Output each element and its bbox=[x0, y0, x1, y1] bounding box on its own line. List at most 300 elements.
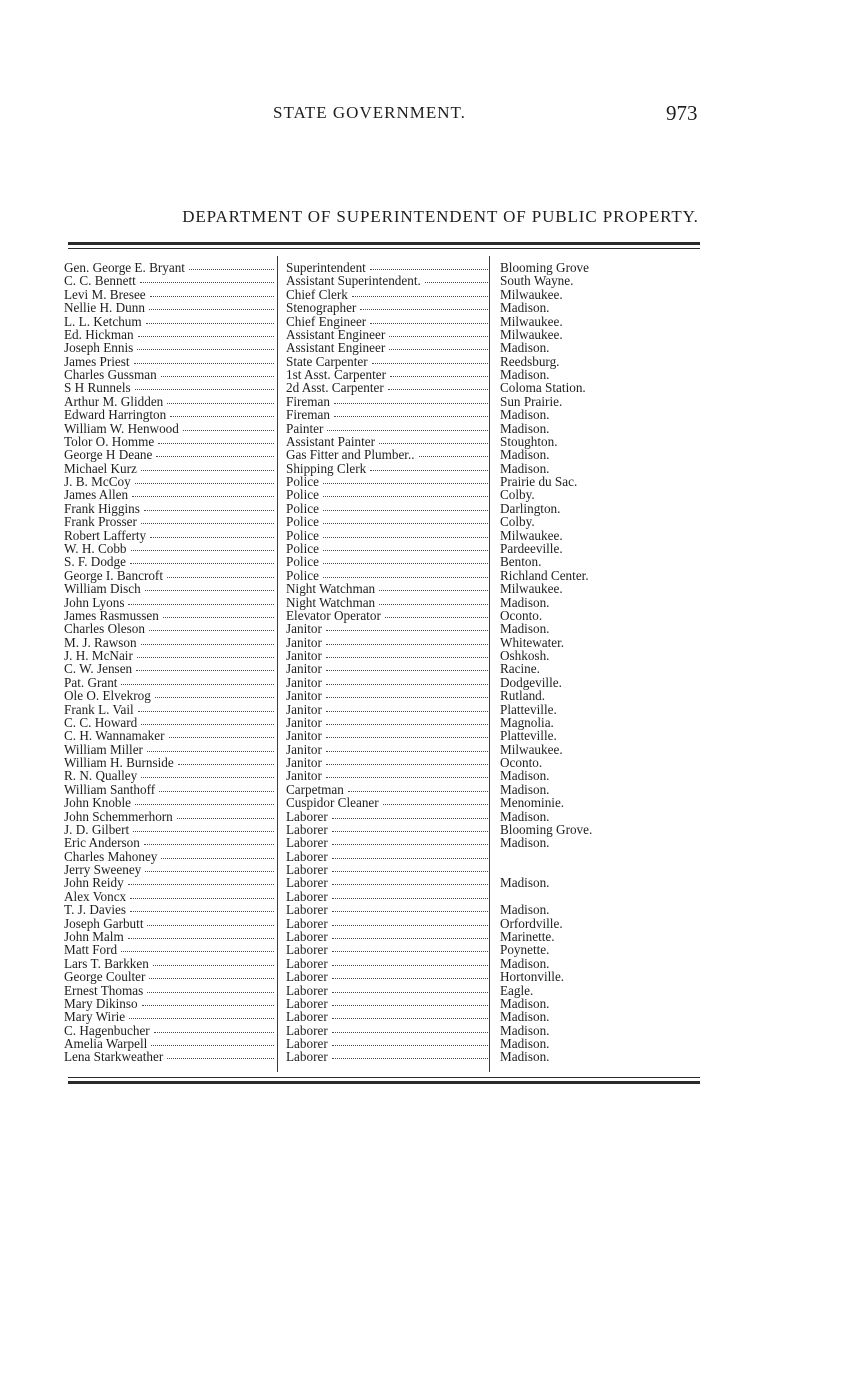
residence-cell bbox=[500, 689, 700, 703]
position-cell bbox=[286, 850, 488, 864]
dot-leader bbox=[379, 582, 488, 591]
name-text: J. D. Gilbert bbox=[64, 822, 130, 837]
position-text: Laborer bbox=[286, 1050, 328, 1065]
position-cell bbox=[286, 769, 488, 783]
residence-text: Madison. bbox=[500, 1050, 550, 1065]
residence-text: Milwaukee. bbox=[500, 528, 563, 543]
dot-leader bbox=[131, 542, 274, 551]
table-row bbox=[64, 850, 704, 864]
table-row bbox=[64, 542, 704, 556]
residence-cell bbox=[500, 582, 700, 596]
residence-cell bbox=[500, 368, 700, 382]
position-text: Carpetman bbox=[286, 782, 344, 797]
dot-leader bbox=[128, 930, 274, 939]
position-text: Laborer bbox=[286, 1037, 328, 1052]
dot-leader bbox=[158, 435, 274, 444]
dot-leader bbox=[167, 569, 274, 578]
dot-leader bbox=[326, 743, 488, 752]
dot-leader bbox=[389, 328, 488, 337]
dot-leader bbox=[161, 368, 274, 377]
name-text: Edward Harrington bbox=[64, 408, 167, 423]
residence-text: Blooming Grove bbox=[500, 261, 590, 275]
residence-cell bbox=[500, 729, 700, 743]
name-cell bbox=[64, 997, 274, 1011]
residence-text: Darlington. bbox=[500, 501, 561, 516]
dot-leader bbox=[137, 649, 274, 658]
residence-cell bbox=[500, 743, 700, 757]
position-cell bbox=[286, 917, 488, 931]
position-cell bbox=[286, 422, 488, 436]
dot-leader bbox=[323, 475, 488, 484]
position-text: Laborer bbox=[286, 916, 328, 931]
dot-leader bbox=[137, 341, 274, 350]
residence-text: Orfordville. bbox=[500, 916, 563, 931]
name-text: John Reidy bbox=[64, 876, 124, 891]
dot-leader bbox=[332, 1050, 488, 1059]
dot-leader bbox=[121, 943, 274, 952]
name-cell bbox=[64, 408, 274, 422]
residence-text: Madison. bbox=[500, 1037, 550, 1052]
name-cell bbox=[64, 662, 274, 676]
position-cell bbox=[286, 301, 488, 315]
dot-leader bbox=[130, 555, 274, 564]
dot-leader bbox=[177, 810, 274, 819]
dot-leader bbox=[149, 622, 274, 631]
dot-leader bbox=[332, 997, 488, 1006]
name-cell bbox=[64, 462, 274, 476]
position-text: Laborer bbox=[286, 903, 328, 918]
dot-leader bbox=[332, 1024, 488, 1033]
table-row bbox=[64, 823, 704, 837]
residence-text: Milwaukee. bbox=[500, 287, 563, 302]
position-cell bbox=[286, 448, 488, 462]
residence-text: Madison. bbox=[500, 461, 550, 476]
table-row bbox=[64, 863, 704, 877]
dot-leader bbox=[149, 301, 274, 310]
table-row bbox=[64, 943, 704, 957]
residence-text: Colby. bbox=[500, 515, 535, 530]
dot-leader bbox=[332, 1010, 488, 1019]
section-title: DEPARTMENT OF SUPERINTENDENT OF PUBLIC PROPERTY. bbox=[182, 207, 699, 226]
table-row bbox=[64, 301, 704, 315]
table-row bbox=[64, 649, 704, 663]
table-row bbox=[64, 435, 704, 449]
name-cell bbox=[64, 796, 274, 810]
dot-leader bbox=[147, 743, 274, 752]
top-rule-thin bbox=[68, 248, 700, 249]
position-cell bbox=[286, 689, 488, 703]
name-text: John Malm bbox=[64, 930, 124, 944]
position-text: Janitor bbox=[286, 675, 322, 690]
name-cell bbox=[64, 783, 274, 797]
table-row bbox=[64, 903, 704, 917]
position-text: Laborer bbox=[286, 889, 328, 904]
top-rule-thick bbox=[68, 242, 700, 245]
position-cell bbox=[286, 729, 488, 743]
residence-cell bbox=[500, 662, 700, 676]
bottom-rule-thin bbox=[68, 1077, 700, 1078]
name-cell bbox=[64, 930, 274, 944]
position-cell bbox=[286, 756, 488, 770]
residence-cell bbox=[500, 636, 700, 650]
position-text: Laborer bbox=[286, 1010, 328, 1025]
table-row bbox=[64, 703, 704, 717]
name-text: Matt Ford bbox=[64, 943, 118, 958]
name-cell bbox=[64, 756, 274, 770]
residence-text: Magnolia. bbox=[500, 715, 554, 730]
residence-cell bbox=[500, 957, 700, 971]
position-cell bbox=[286, 662, 488, 676]
residence-cell bbox=[500, 943, 700, 957]
name-cell bbox=[64, 850, 274, 864]
table-row bbox=[64, 582, 704, 596]
residence-text: Sun Prairie. bbox=[500, 394, 563, 409]
position-cell bbox=[286, 984, 488, 998]
name-text: Frank Prosser bbox=[64, 515, 137, 530]
table-row bbox=[64, 729, 704, 743]
table-row bbox=[64, 261, 704, 275]
position-text: Janitor bbox=[286, 756, 322, 771]
dot-leader bbox=[332, 903, 488, 912]
position-cell bbox=[286, 796, 488, 810]
name-text: C. C. Bennett bbox=[64, 274, 136, 289]
position-cell bbox=[286, 408, 488, 422]
residence-text: Poynette. bbox=[500, 943, 550, 958]
dot-leader bbox=[332, 836, 488, 845]
name-cell bbox=[64, 368, 274, 382]
position-cell bbox=[286, 542, 488, 556]
name-cell bbox=[64, 555, 274, 569]
table-row bbox=[64, 569, 704, 583]
residence-text: Oshkosh. bbox=[500, 649, 550, 664]
residence-cell bbox=[500, 395, 700, 409]
position-text: Police bbox=[286, 475, 319, 490]
dot-leader bbox=[332, 984, 488, 993]
name-text: Robert Lafferty bbox=[64, 528, 147, 543]
name-text: Arthur M. Glidden bbox=[64, 394, 164, 409]
residence-text: Coloma Station. bbox=[500, 381, 586, 396]
table-row bbox=[64, 957, 704, 971]
position-cell bbox=[286, 890, 488, 904]
position-text: Laborer bbox=[286, 983, 328, 998]
name-text: Nellie H. Dunn bbox=[64, 301, 145, 316]
residence-cell bbox=[500, 408, 700, 422]
residence-text: Madison. bbox=[500, 368, 550, 383]
position-cell bbox=[286, 502, 488, 516]
table-row bbox=[64, 328, 704, 342]
position-cell bbox=[286, 529, 488, 543]
name-text: James Rasmussen bbox=[64, 608, 159, 623]
position-text: 2d Asst. Carpenter bbox=[286, 381, 384, 396]
residence-cell bbox=[500, 756, 700, 770]
position-cell bbox=[286, 582, 488, 596]
dot-leader bbox=[129, 1010, 274, 1019]
name-text: Jerry Sweeney bbox=[64, 863, 142, 878]
residence-cell bbox=[500, 876, 700, 890]
residence-cell bbox=[500, 315, 700, 329]
position-cell bbox=[286, 569, 488, 583]
name-cell bbox=[64, 917, 274, 931]
dot-leader bbox=[147, 917, 274, 926]
table-row bbox=[64, 341, 704, 355]
position-text: Janitor bbox=[286, 769, 322, 784]
residence-text: Hortonville. bbox=[500, 970, 565, 985]
residence-text: Madison. bbox=[500, 876, 550, 891]
name-text: Joseph Ennis bbox=[64, 341, 134, 356]
name-text: C. H. Wannamaker bbox=[64, 729, 165, 744]
name-text: Michael Kurz bbox=[64, 461, 137, 476]
name-cell bbox=[64, 315, 274, 329]
position-cell bbox=[286, 288, 488, 302]
position-text: Janitor bbox=[286, 729, 322, 744]
position-cell bbox=[286, 1010, 488, 1024]
table-row bbox=[64, 810, 704, 824]
name-cell bbox=[64, 596, 274, 610]
residence-cell bbox=[500, 381, 700, 395]
table-row bbox=[64, 622, 704, 636]
table-row bbox=[64, 422, 704, 436]
residence-cell bbox=[500, 542, 700, 556]
residence-text: South Wayne. bbox=[500, 274, 574, 289]
position-cell bbox=[286, 1024, 488, 1038]
dot-leader bbox=[133, 823, 274, 832]
name-cell bbox=[64, 890, 274, 904]
position-cell bbox=[286, 475, 488, 489]
position-text: Police bbox=[286, 568, 319, 583]
residence-cell bbox=[500, 328, 700, 342]
position-text: Laborer bbox=[286, 809, 328, 824]
name-cell bbox=[64, 1010, 274, 1024]
position-cell bbox=[286, 341, 488, 355]
position-text: Laborer bbox=[286, 863, 328, 878]
name-text: Levi M. Bresee bbox=[64, 287, 146, 302]
name-cell bbox=[64, 529, 274, 543]
dot-leader bbox=[326, 716, 488, 725]
name-cell bbox=[64, 569, 274, 583]
name-text: C. Hagenbucher bbox=[64, 1023, 150, 1038]
dot-leader bbox=[326, 676, 488, 685]
dot-leader bbox=[128, 596, 274, 605]
name-text: Alex Voncx bbox=[64, 889, 127, 904]
position-cell bbox=[286, 274, 488, 288]
residence-cell bbox=[500, 769, 700, 783]
name-text: John Lyons bbox=[64, 595, 125, 610]
bottom-rule-thick bbox=[68, 1081, 700, 1084]
name-cell bbox=[64, 609, 274, 623]
residence-cell bbox=[500, 288, 700, 302]
name-cell bbox=[64, 970, 274, 984]
name-text: Ole O. Elvekrog bbox=[64, 689, 151, 704]
table-row bbox=[64, 1024, 704, 1038]
position-cell bbox=[286, 622, 488, 636]
residence-text: Madison. bbox=[500, 622, 550, 637]
dot-leader bbox=[326, 689, 488, 698]
residence-text: Rutland. bbox=[500, 689, 546, 704]
dot-leader bbox=[141, 716, 274, 725]
position-cell bbox=[286, 649, 488, 663]
residence-cell bbox=[500, 810, 700, 824]
name-text: William Santhoff bbox=[64, 782, 156, 797]
position-cell bbox=[286, 716, 488, 730]
position-cell bbox=[286, 810, 488, 824]
dot-leader bbox=[323, 555, 488, 564]
dot-leader bbox=[326, 769, 488, 778]
residence-cell bbox=[500, 890, 700, 904]
position-cell bbox=[286, 970, 488, 984]
name-text: William H. Burnside bbox=[64, 756, 174, 771]
position-cell bbox=[286, 957, 488, 971]
residence-text: Madison. bbox=[500, 1023, 550, 1038]
name-cell bbox=[64, 743, 274, 757]
position-text: Janitor bbox=[286, 635, 322, 650]
dot-leader bbox=[135, 381, 274, 390]
residence-cell bbox=[500, 274, 700, 288]
position-text: Laborer bbox=[286, 970, 328, 985]
residence-cell bbox=[500, 448, 700, 462]
table-row bbox=[64, 596, 704, 610]
residence-cell bbox=[500, 475, 700, 489]
name-cell bbox=[64, 502, 274, 516]
position-text: Janitor bbox=[286, 715, 322, 730]
name-cell bbox=[64, 328, 274, 342]
name-text: J. B. McCoy bbox=[64, 475, 131, 490]
name-cell bbox=[64, 676, 274, 690]
name-text: James Allen bbox=[64, 488, 129, 503]
dot-leader bbox=[178, 756, 274, 765]
table-row bbox=[64, 890, 704, 904]
table-row bbox=[64, 769, 704, 783]
residence-text: Madison. bbox=[500, 448, 550, 463]
dot-leader bbox=[167, 1050, 274, 1059]
table-row bbox=[64, 555, 704, 569]
position-text: Police bbox=[286, 555, 319, 570]
name-cell bbox=[64, 903, 274, 917]
position-text: Janitor bbox=[286, 649, 322, 664]
dot-leader bbox=[141, 515, 274, 524]
dot-leader bbox=[141, 462, 274, 471]
position-text: Laborer bbox=[286, 943, 328, 958]
dot-leader bbox=[156, 448, 274, 457]
position-text: Police bbox=[286, 541, 319, 556]
name-cell bbox=[64, 622, 274, 636]
name-cell bbox=[64, 716, 274, 730]
dot-leader bbox=[167, 395, 274, 404]
table-row bbox=[64, 1037, 704, 1051]
dot-leader bbox=[332, 876, 488, 885]
name-cell bbox=[64, 649, 274, 663]
residence-cell bbox=[500, 970, 700, 984]
dot-leader bbox=[332, 810, 488, 819]
position-text: Laborer bbox=[286, 1023, 328, 1038]
position-text: Painter bbox=[286, 421, 324, 436]
dot-leader bbox=[163, 609, 274, 618]
residence-cell bbox=[500, 515, 700, 529]
residence-cell bbox=[500, 903, 700, 917]
position-text: Assistant Superintendent. bbox=[286, 274, 421, 289]
dot-leader bbox=[323, 502, 488, 511]
position-text: Laborer bbox=[286, 996, 328, 1011]
running-head bbox=[0, 103, 859, 127]
table-row bbox=[64, 1050, 704, 1064]
table-row bbox=[64, 783, 704, 797]
name-cell bbox=[64, 515, 274, 529]
position-text: Janitor bbox=[286, 742, 322, 757]
name-text: William W. Henwood bbox=[64, 421, 179, 436]
residence-text: Madison. bbox=[500, 408, 550, 423]
position-cell bbox=[286, 395, 488, 409]
dot-leader bbox=[135, 796, 274, 805]
name-text: Ed. Hickman bbox=[64, 327, 134, 342]
dot-leader bbox=[323, 488, 488, 497]
dot-leader bbox=[326, 622, 488, 631]
name-cell bbox=[64, 301, 274, 315]
table-row bbox=[64, 315, 704, 329]
name-text: Ernest Thomas bbox=[64, 983, 144, 998]
residence-text: Milwaukee. bbox=[500, 742, 563, 757]
dot-leader bbox=[155, 689, 274, 698]
position-cell bbox=[286, 462, 488, 476]
residence-cell bbox=[500, 984, 700, 998]
table-row bbox=[64, 756, 704, 770]
residence-cell bbox=[500, 488, 700, 502]
position-cell bbox=[286, 328, 488, 342]
residence-cell bbox=[500, 783, 700, 797]
name-cell bbox=[64, 943, 274, 957]
dot-leader bbox=[323, 515, 488, 524]
residence-cell bbox=[500, 1037, 700, 1051]
residence-cell bbox=[500, 716, 700, 730]
residence-cell bbox=[500, 355, 700, 369]
residence-text: Madison. bbox=[500, 1010, 550, 1025]
dot-leader bbox=[138, 703, 274, 712]
position-text: Assistant Painter bbox=[286, 434, 376, 449]
position-cell bbox=[286, 1050, 488, 1064]
dot-leader bbox=[161, 850, 274, 859]
table-row bbox=[64, 475, 704, 489]
position-cell bbox=[286, 836, 488, 850]
position-cell bbox=[286, 703, 488, 717]
name-text: James Priest bbox=[64, 354, 130, 369]
position-cell bbox=[286, 555, 488, 569]
dot-leader bbox=[169, 729, 274, 738]
dot-leader bbox=[390, 368, 488, 377]
position-text: Janitor bbox=[286, 622, 322, 637]
residence-text: Madison. bbox=[500, 903, 550, 918]
name-text: S H Runnels bbox=[64, 381, 131, 396]
dot-leader bbox=[141, 769, 274, 778]
name-cell bbox=[64, 274, 274, 288]
residence-cell bbox=[500, 341, 700, 355]
residence-text: Whitewater. bbox=[500, 635, 565, 650]
name-text: John Knoble bbox=[64, 796, 132, 811]
name-text: George Coulter bbox=[64, 970, 146, 985]
dot-leader bbox=[326, 729, 488, 738]
dot-leader bbox=[153, 957, 274, 966]
position-cell bbox=[286, 381, 488, 395]
position-cell bbox=[286, 609, 488, 623]
position-text: Assistant Engineer bbox=[286, 341, 386, 356]
position-cell bbox=[286, 596, 488, 610]
position-text: Shipping Clerk bbox=[286, 461, 367, 476]
residence-cell bbox=[500, 676, 700, 690]
residence-cell bbox=[500, 435, 700, 449]
table-row bbox=[64, 796, 704, 810]
residence-text: Richland Center. bbox=[500, 568, 589, 583]
table-row bbox=[64, 716, 704, 730]
position-cell bbox=[286, 515, 488, 529]
dot-leader bbox=[151, 1037, 274, 1046]
dot-leader bbox=[332, 943, 488, 952]
